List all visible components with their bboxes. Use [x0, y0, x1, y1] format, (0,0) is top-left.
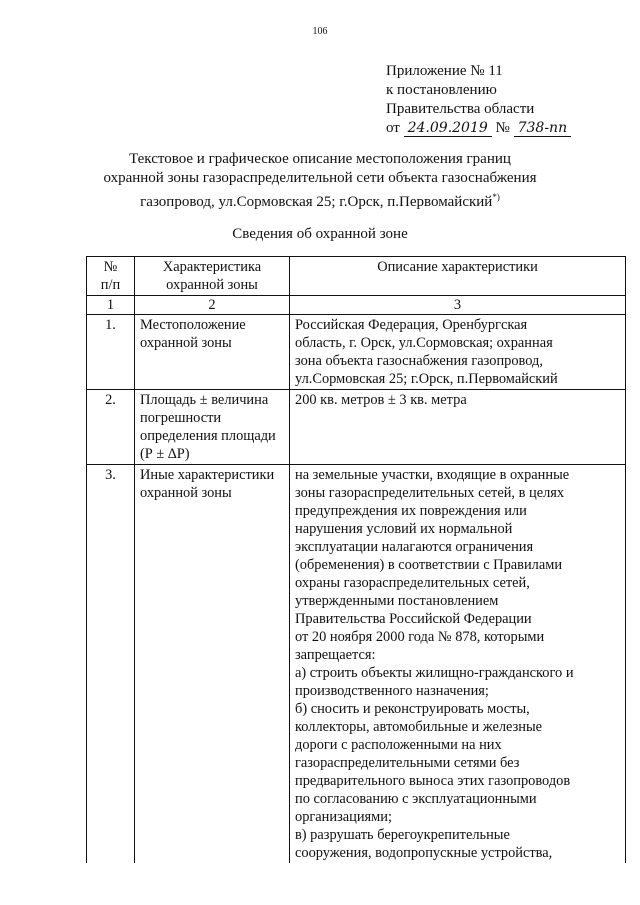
row-number: 2. [87, 390, 135, 465]
column-number-row [87, 296, 626, 315]
row-number: 1. [87, 315, 135, 390]
row-number: 3. [87, 465, 135, 864]
row-characteristic: Иные характеристики охранной зоны [135, 465, 290, 864]
header-characteristic: Характеристика охранной зоны [135, 257, 290, 296]
section-title: Сведения об охранной зоне [232, 226, 408, 242]
date-prefix: от [386, 120, 400, 136]
title-line-1: Текстовое и графическое описание местоположения границ [129, 151, 511, 167]
column-number-1: 1 [87, 296, 135, 315]
column-number-3: 3 [290, 296, 626, 315]
title-line-2: охранной зоны газораспределительной сети объекта газоснабжения [103, 170, 537, 186]
header-row [87, 257, 626, 296]
annex-line-1: Приложение № 11 [386, 63, 503, 79]
annex-block [386, 62, 571, 138]
zone-info-table [86, 256, 626, 863]
footnote-mark: *) [492, 192, 500, 202]
row-characteristic: Местоположение охранной зоны [135, 315, 290, 390]
row-description: на земельные участки, входящие в охранные зоны газораспределительных сетей, в целях предупреждения их повреждения или нарушения условий их нормальной эксплуатации налагаются ограничения (обременения) в соответствии с Правилами охраны газораспределительных сетей, утвержденными постановлением Правительства Российской Федерации от 20 ноября 2000 года № 878, которыми запрещается: а) строить объекты жилищно-гражданского и производственного назначения; б) сносить и реконструировать мосты, коллекторы, автомобильные и железные дороги с расположенными на них газораспределительными сетями без предварительного выноса этих газопроводов по согласованию с эксплуатационными организациями; в) разрушать берегоукрепительные сооружения, водопропускные устройства, [290, 465, 626, 864]
annex-line-2: к постановлению [386, 82, 497, 98]
annex-date-line [386, 119, 571, 138]
title-line-3-text: газопровод, ул.Сормовская 25; г.Орск, п.Первомайский [140, 194, 493, 210]
row-description: Российская Федерация, Оренбургская область, г. Орск, ул.Сормовская; охранная зона объекта газоснабжения газопровод, ул.Сормовская 25; г.Орск, п.Первомайский [290, 315, 626, 390]
table-row [87, 465, 626, 864]
header-description: Описание характеристики [290, 257, 626, 296]
column-number-2: 2 [135, 296, 290, 315]
number-prefix: № [495, 120, 510, 136]
handwritten-number: 738-пп [514, 121, 572, 137]
document-title [0, 150, 640, 212]
row-description: 200 кв. метров ± 3 кв. метра [290, 390, 626, 465]
annex-line-3: Правительства области [386, 101, 535, 117]
table-row [87, 390, 626, 465]
page-number: 106 [312, 26, 328, 37]
title-line-3 [0, 188, 640, 212]
header-num: № п/п [87, 257, 135, 296]
table-row [87, 315, 626, 390]
handwritten-date: 24.09.2019 [404, 121, 492, 137]
row-characteristic: Площадь ± величина погрешности определения площади (Р ± ∆Р) [135, 390, 290, 465]
